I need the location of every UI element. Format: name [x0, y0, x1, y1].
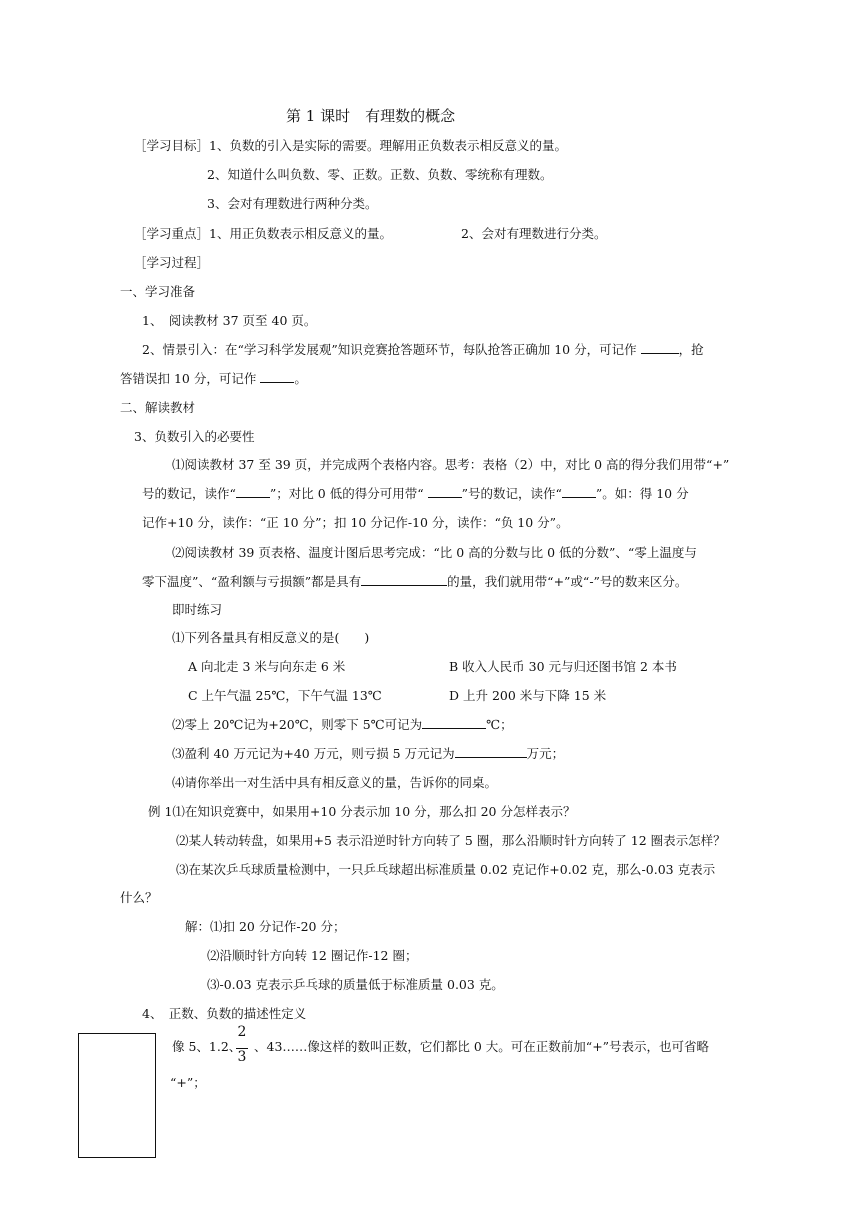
para-1-text-a: 号的数记，读作“: [142, 486, 236, 501]
option-b: B 收入人民币 30 元与归还图书馆 2 本书: [449, 659, 677, 674]
fraction-numerator: 2: [237, 1024, 247, 1040]
answer-blank[interactable]: [428, 485, 462, 498]
practice-q3-text: ⑶盈利 40 万元记为+40 万元，则亏损 5 万元记为: [172, 746, 455, 761]
key-2: 2、会对有理数进行分类。: [461, 226, 607, 241]
definition-line-2: “+”；: [170, 1075, 206, 1090]
prep-item-2-text-2: 答错误扣 10 分，可记作: [120, 371, 261, 386]
item-3-heading: 3、负数引入的必要性: [134, 429, 255, 444]
goal-3: 3、会对有理数进行两种分类。: [207, 196, 378, 211]
example-2: ⑵某人转动转盘，如果用+5 表示沿逆时针方向转了 5 圈，那么沿顺时针方向转了 12 圈表示怎样？: [176, 833, 726, 848]
prep-item-2-line-1: [142, 341, 704, 359]
answer-blank[interactable]: [562, 485, 596, 498]
practice-q2: [172, 716, 513, 734]
para-1-text-d: ”。如：得 10 分: [595, 486, 689, 501]
prep-item-1: 1、 阅读教材 37 页至 40 页。: [142, 313, 317, 328]
example-3-line-1: ⑶在某次乒乓球质量检测中，一只乒乓球超出标准质量 0.02 克记作+0.02 克，那么-0.03 克表示: [176, 862, 716, 877]
prep-item-2-line-2: [120, 370, 307, 388]
section-4-heading: 4、 正数、负数的描述性定义: [142, 1006, 307, 1021]
prep-item-2-end: 。: [294, 371, 307, 386]
practice-q1: ⑴下列各量具有相反意义的是( ): [172, 630, 370, 645]
section-1-heading: 一、学习准备: [120, 284, 196, 299]
para-1-line-2: [142, 485, 689, 503]
definition-line-1-b: 、43……像这样的数叫正数，它们都比 0 大。可在正数前加“+”号表示，也可省略: [254, 1039, 710, 1054]
solution-1: 解：⑴扣 20 分记作-20 分；: [185, 919, 346, 934]
para-1-line-1: ⑴阅读教材 37 至 39 页，并完成两个表格内容。思考：表格（2）中，对比 0 高的得分我们用带“+”: [172, 457, 730, 472]
para-1-line-3: 记作+10 分，读作：“正 10 分”；扣 10 分记作-10 分，读作：“负 10 分”。: [142, 515, 569, 530]
definition-line-1-a: 像 5、1.2、: [172, 1039, 242, 1054]
empty-frame-box: [78, 1033, 156, 1158]
example-3-line-2: 什么？: [120, 890, 158, 905]
answer-blank[interactable]: [422, 716, 486, 729]
solution-3: ⑶-0.03 克表示乒乓球的质量低于标准质量 0.03 克。: [207, 977, 504, 992]
goal-1: 1、负数的引入是实际的需要。理解用正负数表示相反意义的量。: [209, 138, 567, 153]
para-2-line-2: [142, 573, 687, 591]
prep-item-2-text: 2、情景引入：在“学习科学发展观”知识竞赛抢答题环节，每队抢答正确加 10 分，可记作: [142, 342, 641, 357]
answer-blank[interactable]: [236, 485, 270, 498]
section-2-heading: 二、解读教材: [120, 400, 196, 415]
option-d: D 上升 200 米与下降 15 米: [449, 688, 607, 703]
answer-blank[interactable]: [455, 745, 527, 758]
prep-item-2-tail: ，抢: [678, 342, 704, 357]
para-2-text-a: 零下温度”、“盈利额与亏损额”都是具有: [142, 574, 362, 589]
practice-heading: 即时练习: [172, 602, 223, 617]
para-2-line-1: ⑵阅读教材 39 页表格、温度计图后思考完成：“比 0 高的分数与比 0 低的分数”、“零上温度与: [172, 545, 697, 560]
example-1: 例 1⑴在知识竞赛中，如果用+10 分表示加 10 分，那么扣 20 分怎样表示？: [148, 804, 576, 819]
option-c: C 上午气温 25℃，下午气温 13℃: [188, 688, 382, 703]
option-a: A 向北走 3 米与向东走 6 米: [188, 659, 346, 674]
key-1: 1、用正负数表示相反意义的量。: [209, 226, 392, 241]
para-1-text-b: ”；对比 0 低的得分可用带“: [269, 486, 428, 501]
practice-q2-unit: ℃；: [486, 717, 513, 732]
practice-q2-text: ⑵零上 20℃记为+20℃，则零下 5℃可记为: [172, 717, 423, 732]
para-2-text-b: 的量，我们就用带“+”或“-”号的数来区分。: [447, 574, 688, 589]
goal-2: 2、知道什么叫负数、零、正数。正数、负数、零统称有理数。: [207, 167, 553, 182]
para-1-text-c: ”号的数记，读作“: [461, 486, 562, 501]
process-label: ［学习过程］: [134, 255, 210, 270]
practice-q3-unit: 万元；: [526, 746, 565, 761]
fraction-denominator: 3: [237, 1049, 247, 1065]
goals-line-1: [134, 137, 567, 155]
answer-blank[interactable]: [260, 370, 294, 383]
answer-blank[interactable]: [361, 573, 447, 586]
answer-blank[interactable]: [641, 341, 679, 354]
page-title: 第 1 课时 有理数的概念: [286, 107, 456, 125]
practice-q3: [172, 745, 564, 763]
key-label: ［学习重点］: [134, 226, 210, 241]
practice-q4: ⑷请你举出一对生活中具有相反意义的量，告诉你的同桌。: [172, 775, 498, 790]
key-line: [134, 225, 392, 243]
solution-2: ⑵沿顺时针方向转 12 圈记作-12 圈；: [207, 948, 418, 963]
goals-label: ［学习目标］: [134, 138, 210, 153]
